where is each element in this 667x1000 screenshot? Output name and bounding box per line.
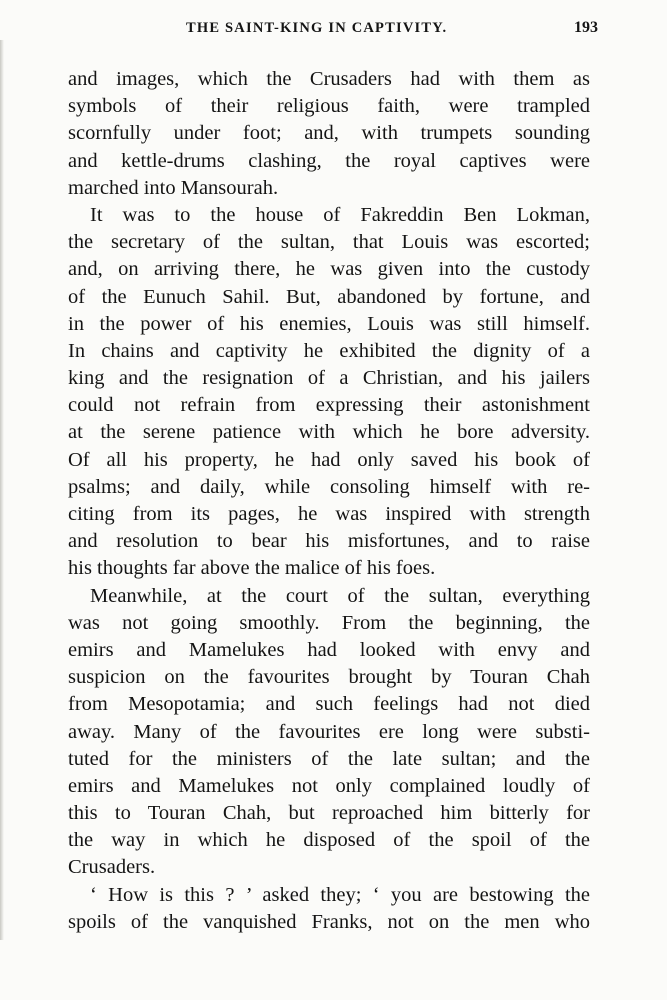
text-line: spoils of the vanquished Franks, not on the men who: [68, 910, 590, 933]
text-line: and, on arriving there, he was given into the custody: [68, 258, 590, 281]
text-line: the secretary of the sultan, that Louis was escorted;: [68, 231, 590, 254]
text-line: the way in which he disposed of the spoil of the: [68, 829, 590, 852]
text-line: marched into Mansourah.: [68, 176, 279, 199]
page-edge-shadow: [0, 40, 4, 940]
body-text: [68, 66, 590, 936]
text-line: ‘ How is this ? ’ asked they; ‘ you are bestowing the: [90, 883, 590, 906]
text-line: tuted for the ministers of the late sultan; and the: [68, 747, 590, 770]
text-line: Crusaders.: [68, 856, 156, 879]
running-head: [68, 20, 598, 44]
text-line: suspicion on the favourites brought by Touran Chah: [68, 666, 590, 689]
text-line: and resolution to bear his misfortunes, and to raise: [68, 530, 590, 553]
running-title: THE SAINT-KING IN CAPTIVITY.: [186, 20, 448, 36]
text-line: symbols of their religious faith, were trampled: [68, 95, 590, 118]
text-line: and images, which the Crusaders had with them as: [68, 68, 590, 90]
page-number: 193: [574, 19, 598, 36]
text-line: at the serene patience with which he bore adversity.: [68, 421, 590, 444]
text-line: his thoughts far above the malice of his foes.: [68, 557, 436, 580]
text-line: of the Eunuch Sahil. But, abandoned by fortune, and: [68, 285, 590, 308]
text-line: away. Many of the favourites ere long were substi-: [68, 720, 590, 743]
text-line: and kettle-drums clashing, the royal captives were: [68, 149, 590, 172]
text-line: psalms; and daily, while consoling himself with re-: [68, 475, 590, 498]
text-line: In chains and captivity he exhibited the dignity of a: [68, 339, 590, 362]
text-line: emirs and Mamelukes had looked with envy and: [68, 638, 590, 661]
text-line: was not going smoothly. From the beginning, the: [68, 611, 590, 634]
text-line: in the power of his enemies, Louis was still himself.: [68, 312, 590, 335]
text-line: king and the resignation of a Christian, and his jailers: [68, 367, 590, 390]
text-line: this to Touran Chah, but reproached him bitterly for: [68, 802, 590, 825]
text-line: It was to the house of Fakreddin Ben Lokman,: [90, 203, 590, 226]
text-line: Of all his property, he had only saved his book of: [68, 448, 590, 471]
text-line: scornfully under foot; and, with trumpets sounding: [68, 122, 590, 145]
text-line: citing from its pages, he was inspired with strength: [68, 503, 590, 525]
text-line: from Mesopotamia; and such feelings had not died: [68, 693, 590, 716]
text-line: Meanwhile, at the court of the sultan, everything: [90, 584, 590, 607]
text-line: emirs and Mamelukes not only complained loudly of: [68, 774, 590, 797]
text-line: could not refrain from expressing their astonishment: [68, 394, 590, 417]
